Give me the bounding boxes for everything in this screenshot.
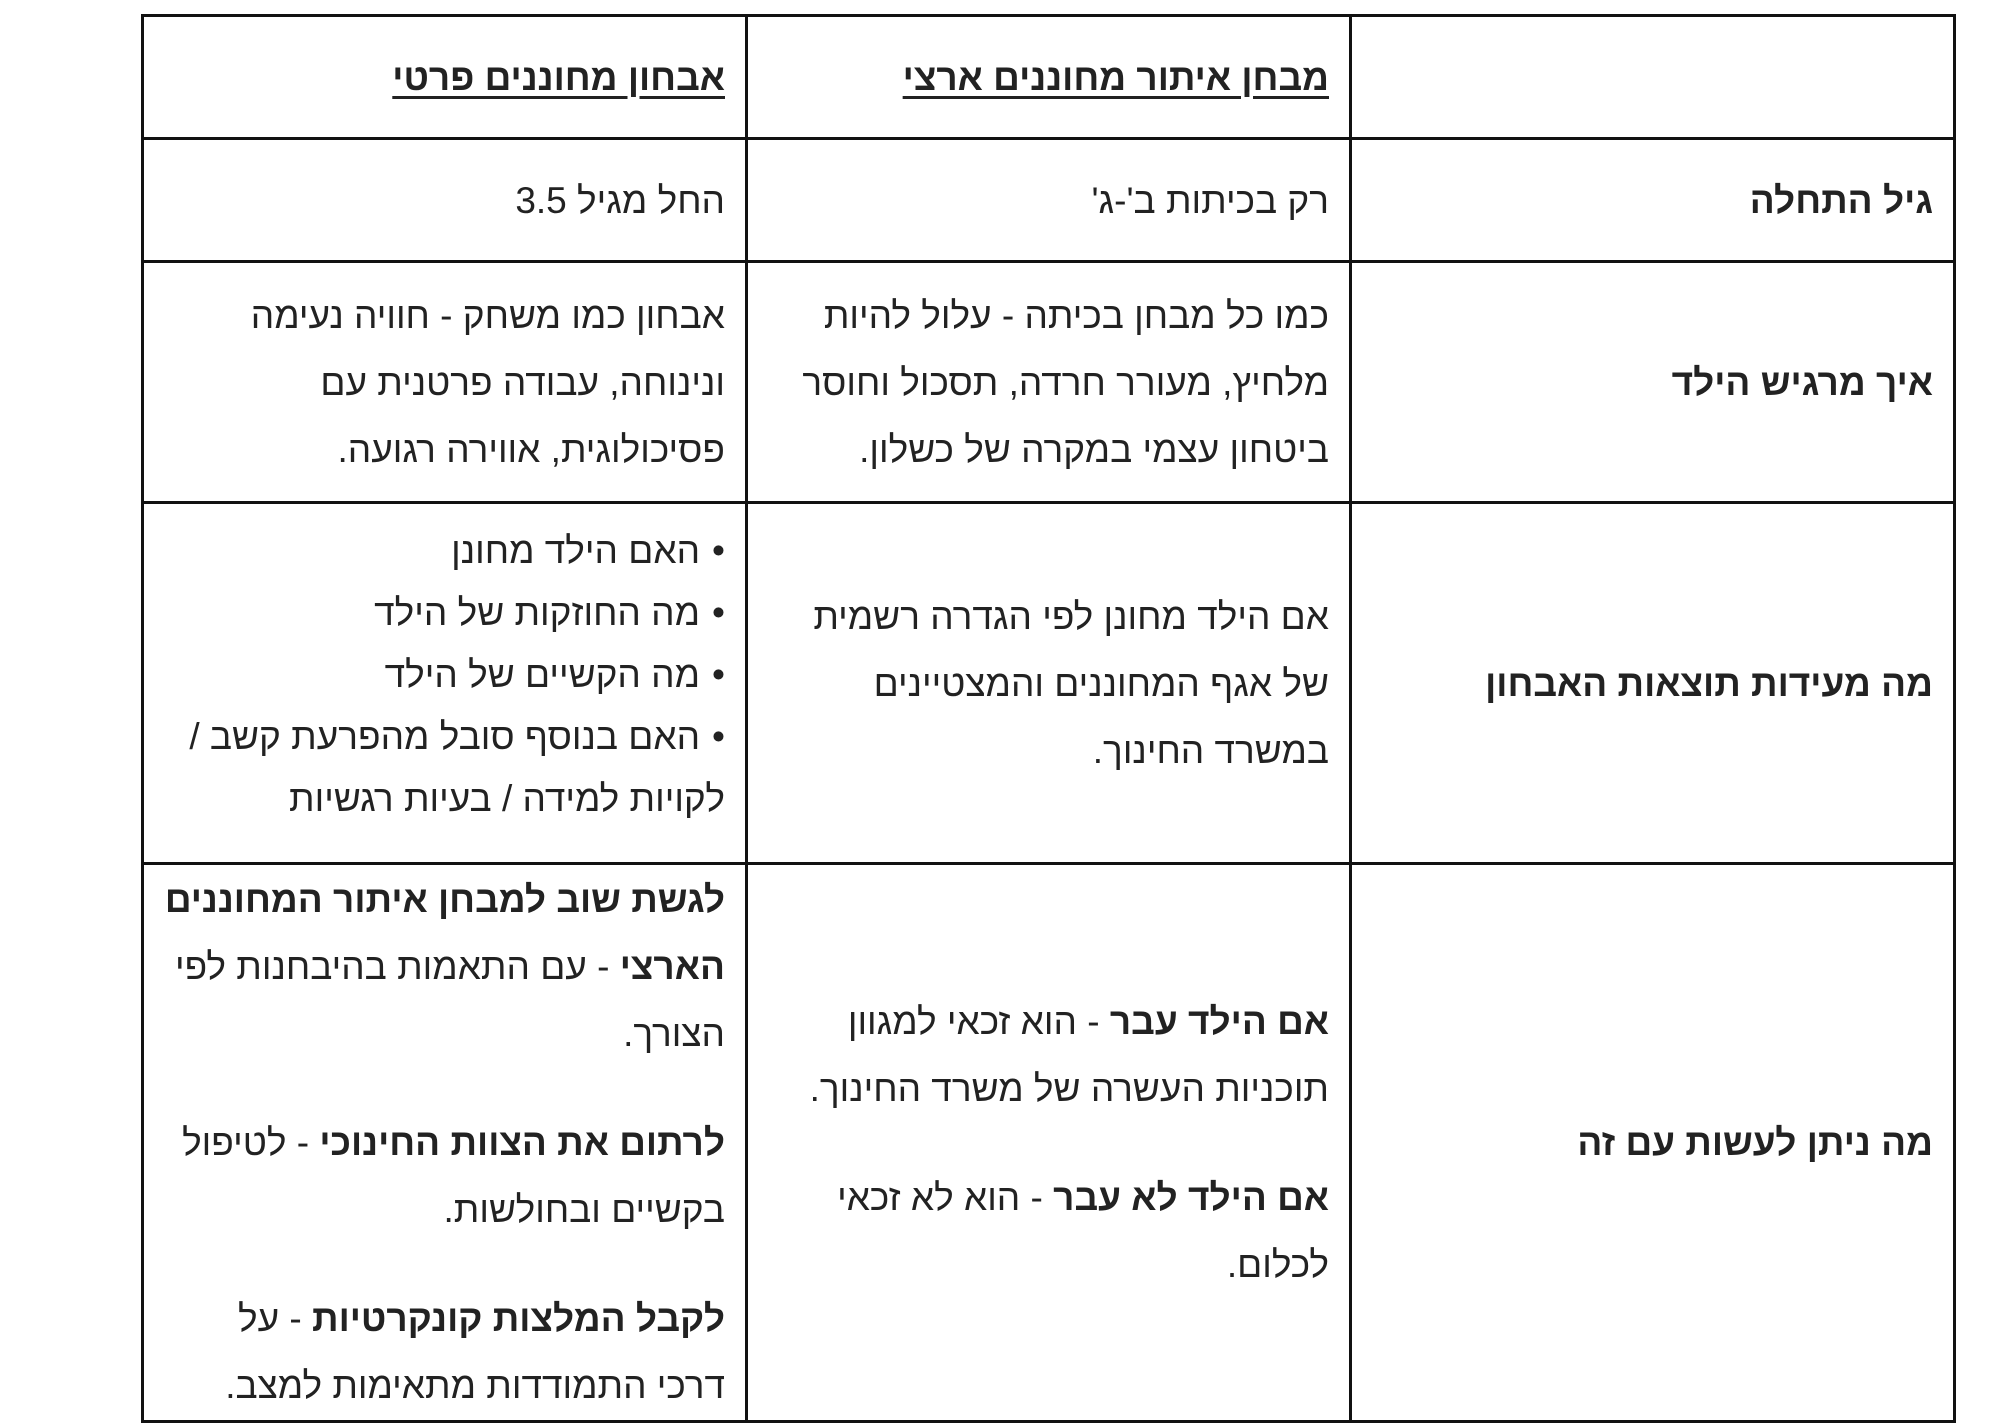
table-row [143, 139, 1955, 262]
action-private-p2-bold: לרתום את הצוות החינוכי [319, 1122, 725, 1163]
action-pass-text: - הוא זכאי למגוון תוכניות העשרה של משרד החינוך. [809, 1000, 1329, 1109]
action-private-p1-text: - עם התאמות בהיבחנות לפי הצורך. [174, 946, 725, 1054]
cell-action-private [143, 864, 747, 1422]
cell-action-national [747, 864, 1351, 1422]
header-row [143, 16, 1955, 139]
action-private-p1 [164, 866, 725, 1067]
action-private-p3-bold: לקבל המלצות קונקרטיות [312, 1298, 725, 1339]
row-label-age: גיל התחלה [1351, 139, 1955, 262]
list-item: • האם בנוסף סובל מהפרעת קשב / לקויות למידה / בעיות רגשיות [164, 706, 725, 830]
results-bullet-list [164, 520, 725, 830]
table-row [143, 864, 1955, 1422]
row-label-results: מה מעידות תוצאות האבחון [1351, 503, 1955, 864]
header-private-cell [143, 16, 747, 139]
cell-results-private [143, 503, 747, 864]
action-fail-paragraph [768, 1164, 1329, 1298]
row-label-feeling: איך מרגיש הילד [1351, 262, 1955, 503]
action-fail-text: - הוא לא זכאי לכלום. [837, 1176, 1329, 1285]
header-national: מבחן איתור מחוננים ארצי [902, 56, 1329, 98]
comparison-table [141, 14, 1956, 1423]
header-national-cell [747, 16, 1351, 139]
cell-results-national: אם הילד מחונן לפי הגדרה רשמית של אגף המחוננים והמצטיינים במשרד החינוך. [747, 503, 1351, 864]
cell-age-private: החל מגיל 3.5 [143, 139, 747, 262]
action-pass-bold: אם הילד עבר [1109, 1000, 1329, 1042]
list-item: • מה הקשיים של הילד [164, 644, 725, 706]
cell-feeling-private: אבחון כמו משחק - חוויה נעימה ונינוחה, עבודה פרטנית עם פסיכולוגית, אווירה רגועה. [143, 262, 747, 503]
action-private-p2 [164, 1109, 725, 1243]
header-label-cell [1351, 16, 1955, 139]
table-row [143, 503, 1955, 864]
action-private-p3 [164, 1285, 725, 1419]
list-item: • האם הילד מחונן [164, 520, 725, 582]
action-private-p3-text: - על דרכי התמודדות מתאימות למצב. [225, 1298, 725, 1406]
cell-age-national: רק בכיתות ב'-ג' [747, 139, 1351, 262]
action-private-p2-text: - לטיפול בקשיים ובחולשות. [182, 1122, 725, 1230]
list-item: • מה החוזקות של הילד [164, 582, 725, 644]
cell-feeling-national: כמו כל מבחן בכיתה - עלול להיות מלחיץ, מעורר חרדה, תסכול וחוסר ביטחון עצמי במקרה של כשלון. [747, 262, 1351, 503]
row-label-action: מה ניתן לעשות עם זה [1351, 864, 1955, 1422]
header-private: אבחון מחוננים פרטי [392, 56, 725, 98]
table-row [143, 262, 1955, 503]
action-fail-bold: אם הילד לא עבר [1053, 1176, 1329, 1218]
action-pass-paragraph [768, 988, 1329, 1122]
action-private-p1-bold: לגשת שוב למבחן איתור המחוננים הארצי [164, 879, 725, 987]
